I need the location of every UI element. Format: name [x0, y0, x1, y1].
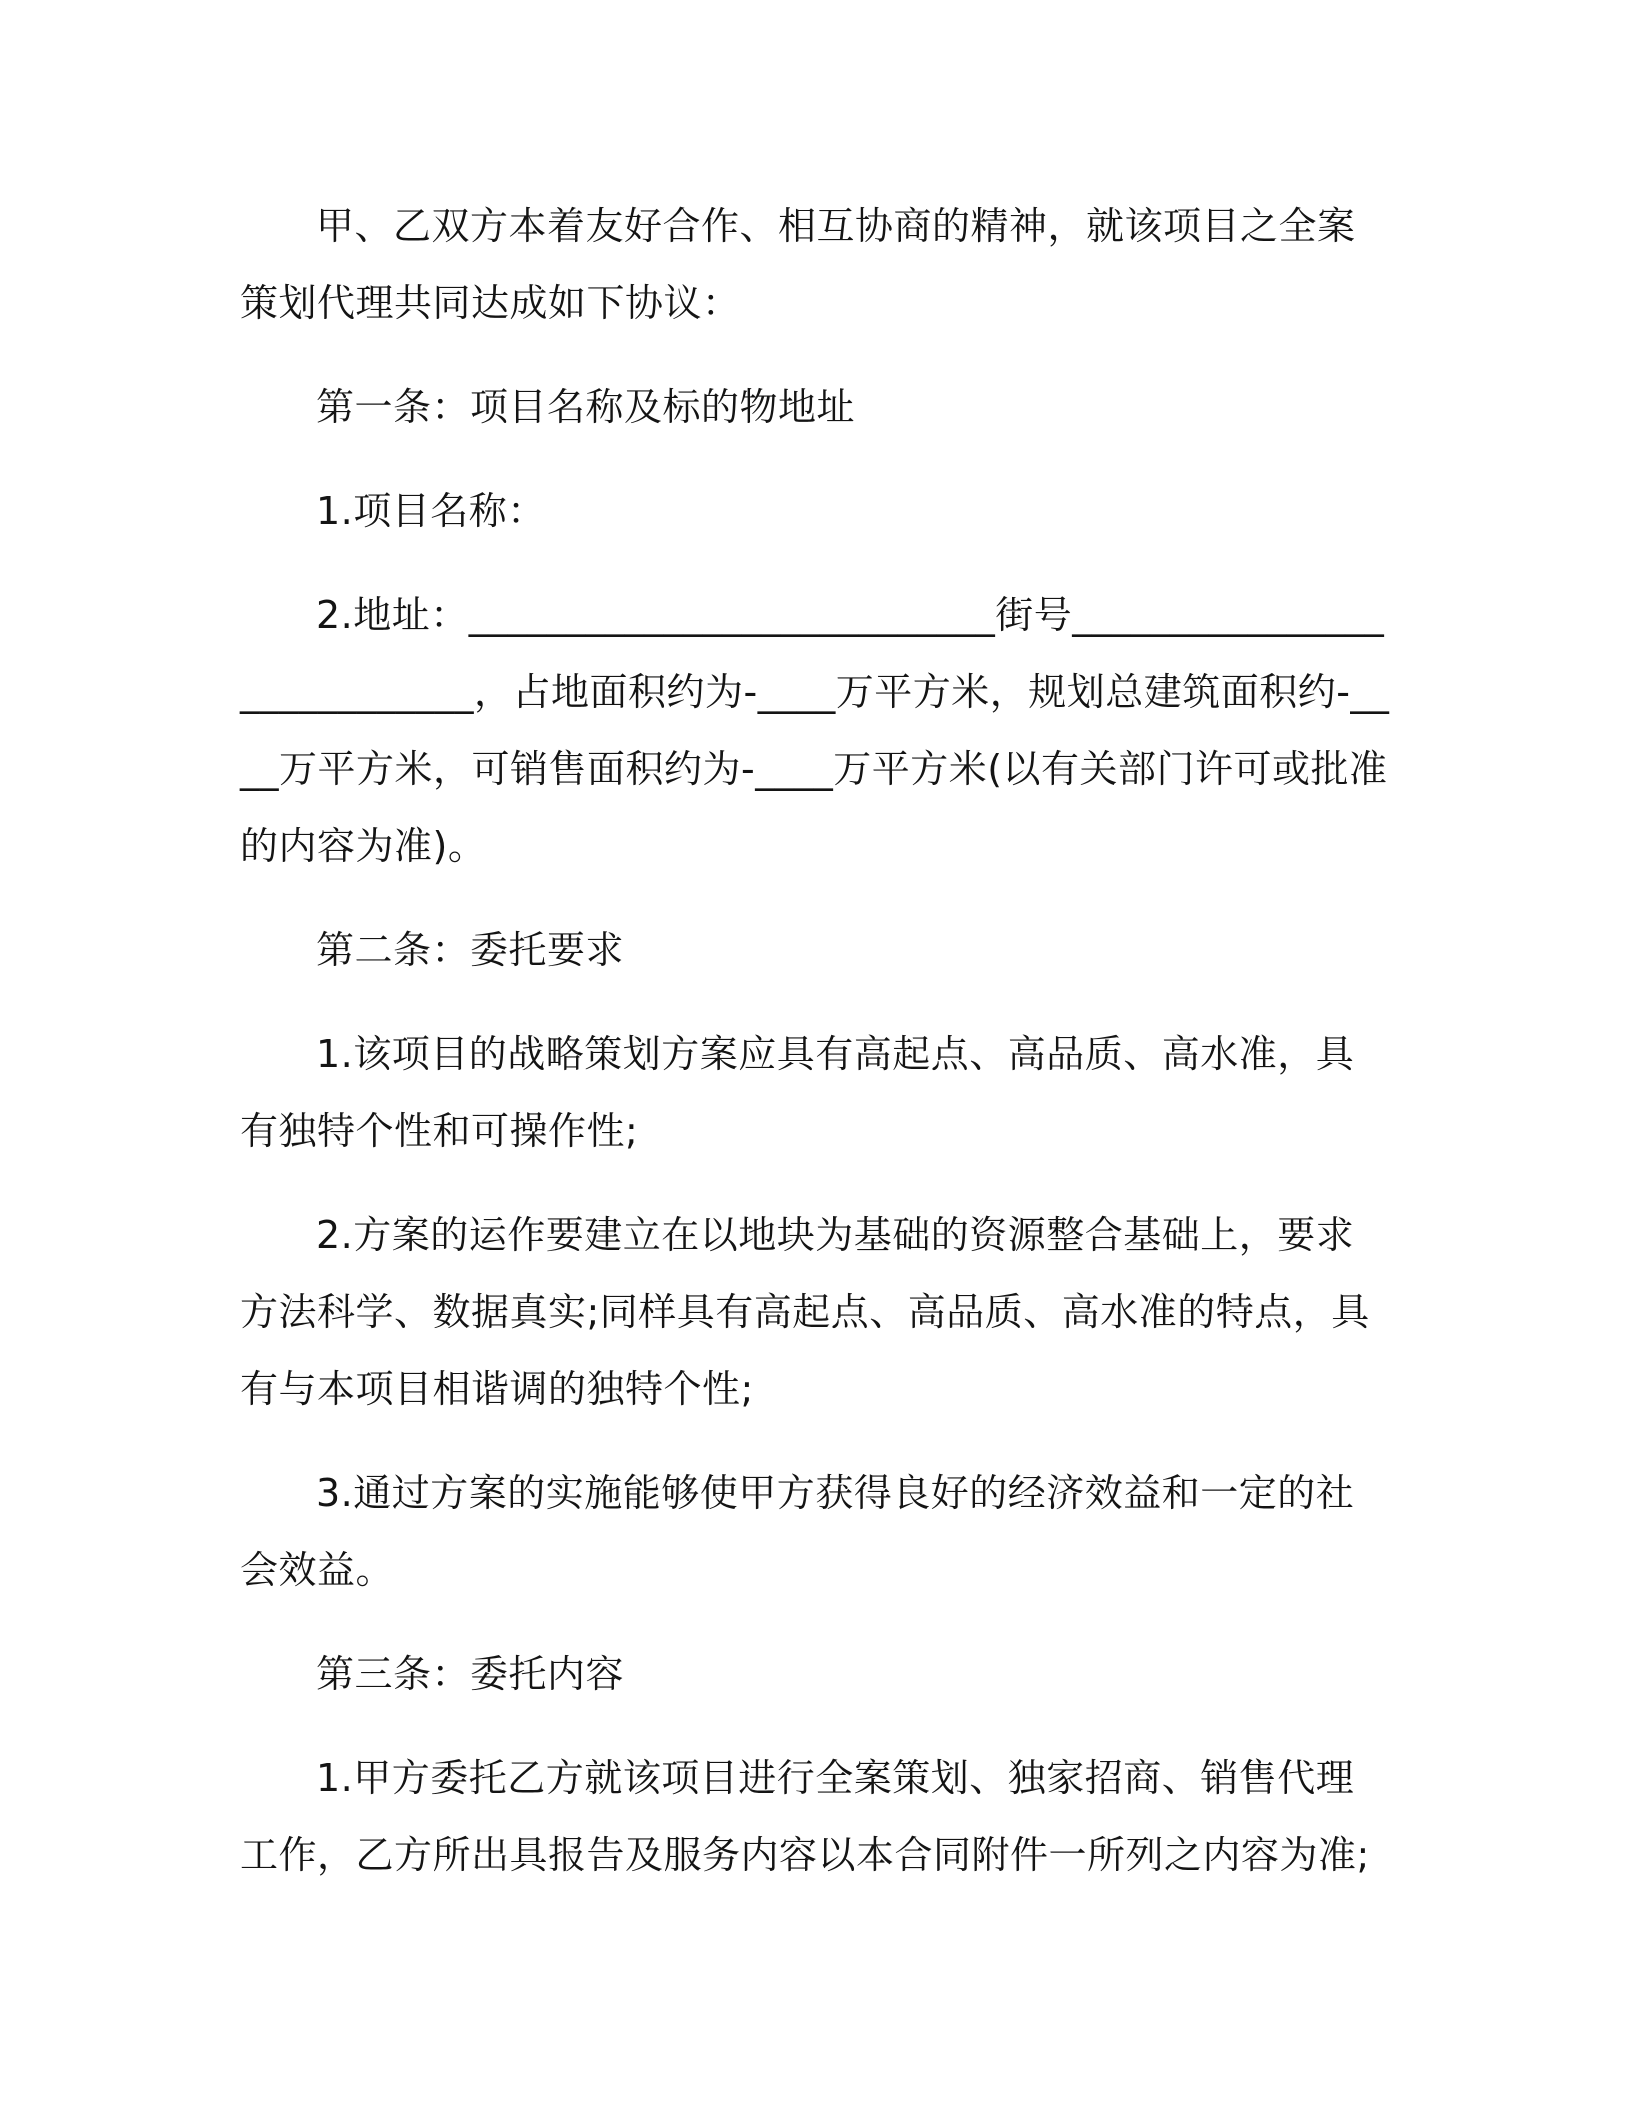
article-1-item-2: 2.地址：___________________________街号____________________________，占地面积约为-____万平方米，规划总建筑面积约-____万平方米，可销售面积约为-____万平方米(以有关部门许可或批准的内容为准)。	[240, 593, 1390, 868]
article-2-item-1: 1.该项目的战略策划方案应具有高起点、高品质、高水准，具有独特个性和可操作性;	[240, 1032, 1355, 1153]
article-1-heading: 第一条：项目名称及标的物地址	[316, 385, 856, 429]
document-page	[240, 188, 1390, 1894]
article-3-heading: 第三条：委托内容	[316, 1652, 625, 1696]
article-2-item-2: 2.方案的运作要建立在以地块为基础的资源整合基础上，要求方法科学、数据真实;同样具有高起点、高品质、高水准的特点，具有与本项目相谐调的独特个性;	[240, 1213, 1370, 1411]
article-1-item-1: 1.项目名称：	[316, 489, 546, 533]
article-2-heading: 第二条：委托要求	[316, 928, 625, 972]
article-3-item-1: 1.甲方委托乙方就该项目进行全案策划、独家招商、销售代理工作，乙方所出具报告及服务内容以本合同附件一所列之内容为准;	[240, 1756, 1370, 1877]
intro-paragraph: 甲、乙双方本着友好合作、相互协商的精神，就该项目之全案策划代理共同达成如下协议：	[240, 204, 1356, 325]
article-2-item-3: 3.通过方案的实施能够使甲方获得良好的经济效益和一定的社会效益。	[240, 1471, 1355, 1592]
